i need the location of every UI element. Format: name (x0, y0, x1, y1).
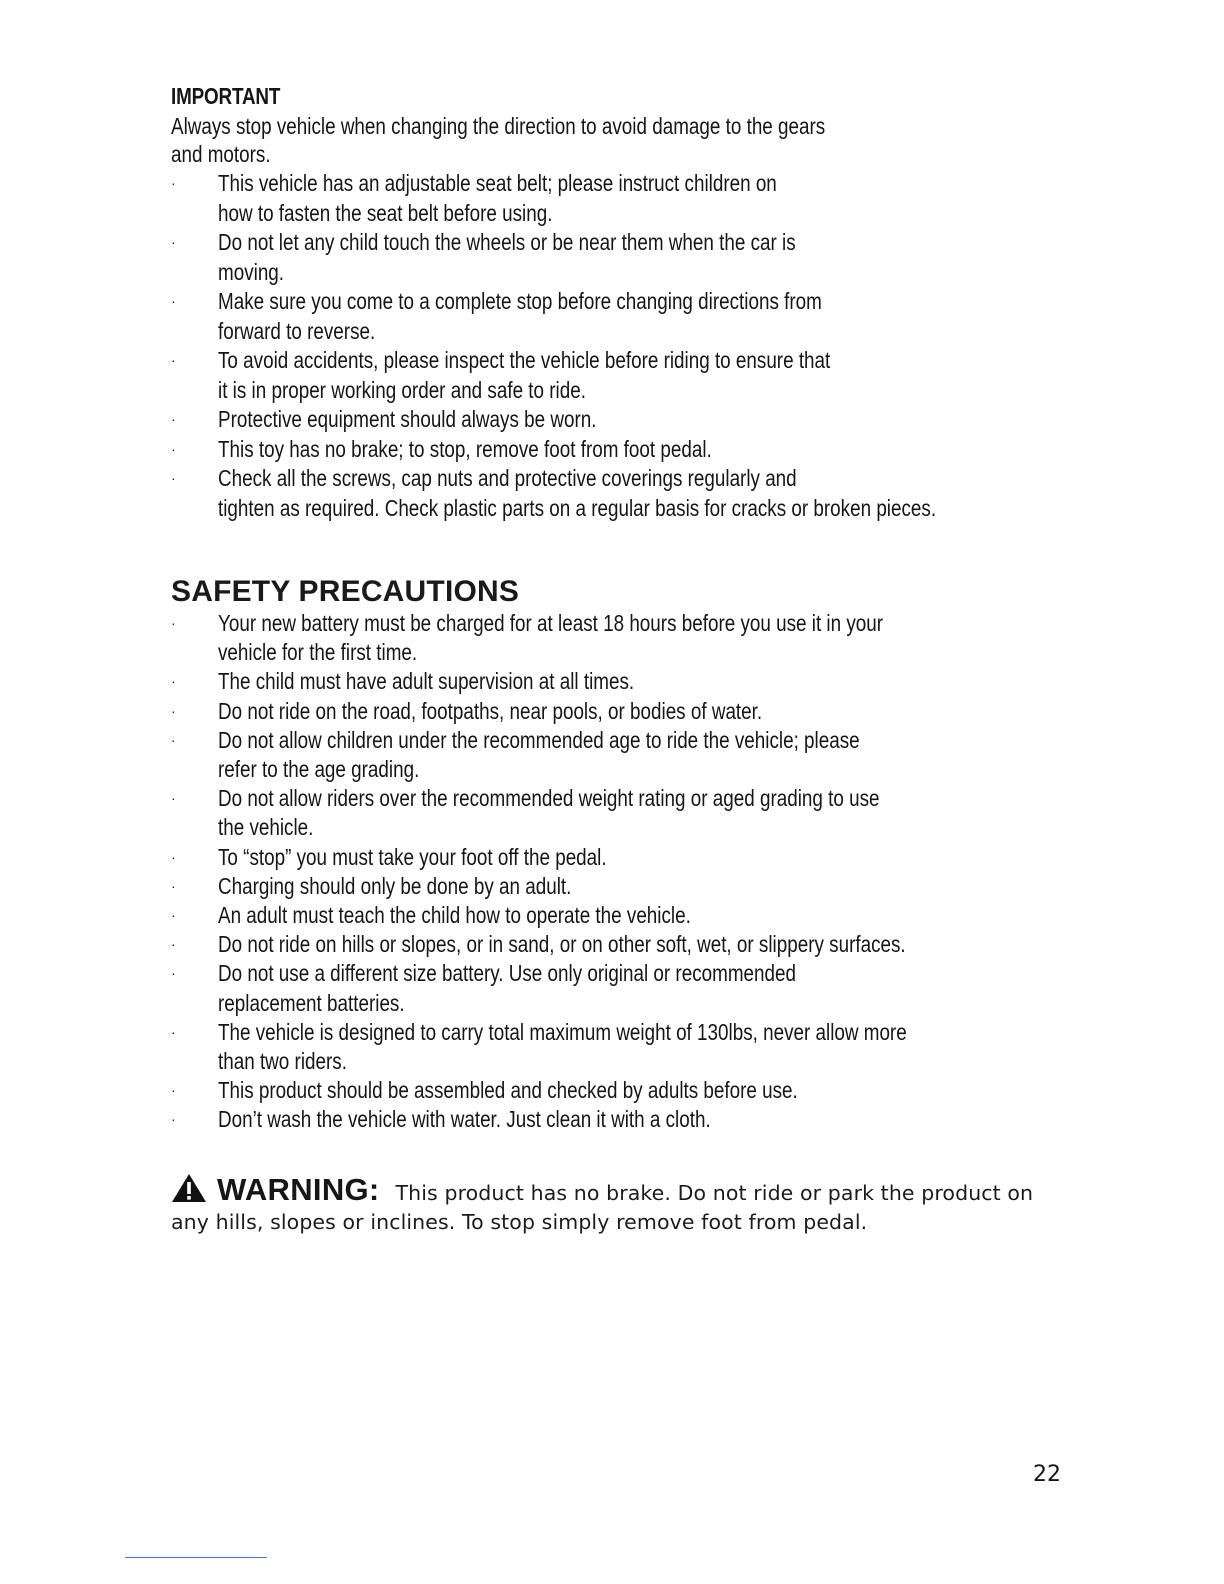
safety-section (171, 575, 1071, 1135)
list-item-text: Do not use a different size battery. Use only original or recommended (218, 960, 796, 987)
list-item-text: moving. (218, 258, 285, 285)
safety-list-item (171, 843, 1071, 872)
safety-list-item (171, 697, 1071, 726)
list-item-text: Do not let any child touch the wheels or be near them when the car is (218, 229, 796, 255)
list-item-text: Make sure you come to a complete stop before changing directions from (218, 288, 822, 314)
safety-list (171, 609, 1071, 1135)
bullet-point: · (171, 615, 176, 631)
list-item-text: This toy has no brake; to stop, remove foot from foot pedal. (218, 435, 712, 462)
important-intro-line-2: and motors. (171, 141, 271, 167)
list-item-text: Your new battery must be charged for at least 18 hours before you use it in your (218, 610, 884, 636)
bullet-point: · (171, 440, 176, 457)
warning-text-line-1: This product has no brake. Do not ride or park the product on (395, 1181, 1034, 1205)
list-item-text: tighten as required. Check plastic parts on a regular basis for cracks or broken pieces. (218, 494, 937, 521)
list-item-text: Do not ride on hills or slopes, or in sand, or on other soft, wet, or slippery surfaces. (218, 931, 906, 958)
list-item-text: Charging should only be done by an adult. (218, 872, 572, 899)
bullet-point: · (171, 673, 176, 690)
important-list-item (171, 228, 1071, 287)
safety-list-item (171, 872, 1071, 901)
safety-list-item (171, 726, 1071, 784)
safety-list-item (171, 1105, 1071, 1134)
important-intro-line-1: Always stop vehicle when changing the direction to avoid damage to the gears (171, 113, 826, 139)
bullet-point: · (171, 936, 176, 953)
safety-list-item (171, 609, 1071, 667)
safety-list-item (171, 667, 1071, 696)
important-list-item (171, 346, 1071, 405)
list-item-text: To avoid accidents, please inspect the vehicle before riding to ensure that (218, 347, 831, 373)
list-item-text: An adult must teach the child how to operate the vehicle. (218, 902, 691, 929)
important-list (171, 169, 1071, 523)
list-item-text: how to fasten the seat belt before using. (218, 199, 553, 226)
bullet-point: · (171, 965, 176, 982)
bullet-point: · (171, 1023, 176, 1040)
bullet-point: · (171, 877, 176, 894)
safety-list-item (171, 1018, 1071, 1076)
important-heading: IMPORTANT (171, 83, 281, 109)
list-item-text: The child must have adult supervision at all times. (218, 668, 635, 695)
list-item-text: than two riders. (218, 1048, 347, 1075)
warning-triangle-icon (171, 1173, 207, 1203)
list-item-text: This vehicle has an adjustable seat belt; please instruct children on (218, 170, 777, 196)
warning-text-line-2: any hills, slopes or inclines. To stop simply remove foot from pedal. (171, 1210, 868, 1234)
important-list-item (171, 169, 1071, 228)
bullet-point: · (171, 293, 176, 309)
list-item-text: forward to reverse. (218, 317, 376, 344)
bullet-point: · (171, 790, 176, 807)
list-item-text: This product should be assembled and checked by adults before use. (218, 1077, 798, 1104)
bullet-point: · (171, 352, 176, 368)
list-item-text: To “stop” you must take your foot off the pedal. (218, 843, 607, 870)
warning-title: WARNING: (217, 1172, 380, 1207)
list-item-text: the vehicle. (218, 814, 314, 841)
safety-list-item (171, 901, 1071, 930)
list-item-text: replacement batteries. (218, 989, 405, 1016)
safety-heading: SAFETY PRECAUTIONS (171, 575, 520, 608)
important-list-item (171, 405, 1071, 435)
bullet-point: · (171, 234, 176, 250)
bullet-point: · (171, 702, 176, 719)
list-item-text: Do not allow riders over the recommended weight rating or aged grading to use (218, 785, 880, 812)
safety-list-item (171, 784, 1071, 842)
list-item-text: The vehicle is designed to carry total maximum weight of 130lbs, never allow more (218, 1018, 907, 1045)
safety-list-item (171, 959, 1071, 1017)
list-item-text: Don’t wash the vehicle with water. Just clean it with a cloth. (218, 1106, 711, 1133)
important-list-item (171, 287, 1071, 346)
safety-list-item (171, 1076, 1071, 1105)
list-item-text: Check all the screws, cap nuts and protective coverings regularly and (218, 465, 797, 491)
list-item-text: it is in proper working order and safe to ride. (218, 376, 586, 403)
list-item-text: Protective equipment should always be worn. (218, 406, 597, 432)
bullet-point: · (171, 1111, 176, 1128)
bullet-point: · (171, 411, 176, 427)
bullet-point: · (171, 1082, 176, 1099)
bullet-point: · (171, 848, 176, 865)
important-list-item (171, 464, 1071, 523)
bullet-point: · (171, 470, 176, 486)
warning-block (171, 1170, 1081, 1234)
list-item-text: refer to the age grading. (218, 756, 420, 783)
list-item-text: vehicle for the first time. (218, 639, 418, 666)
important-list-item (171, 435, 1071, 465)
bottom-rule (125, 1557, 267, 1558)
bullet-point: · (171, 175, 176, 191)
bullet-point: · (171, 907, 176, 924)
bullet-point: · (171, 731, 176, 748)
list-item-text: Do not allow children under the recommended age to ride the vehicle; please (218, 726, 860, 753)
important-section (171, 82, 1071, 523)
safety-list-item (171, 930, 1071, 959)
page-number: 22 (1033, 1462, 1061, 1487)
list-item-text: Do not ride on the road, footpaths, near pools, or bodies of water. (218, 697, 763, 724)
